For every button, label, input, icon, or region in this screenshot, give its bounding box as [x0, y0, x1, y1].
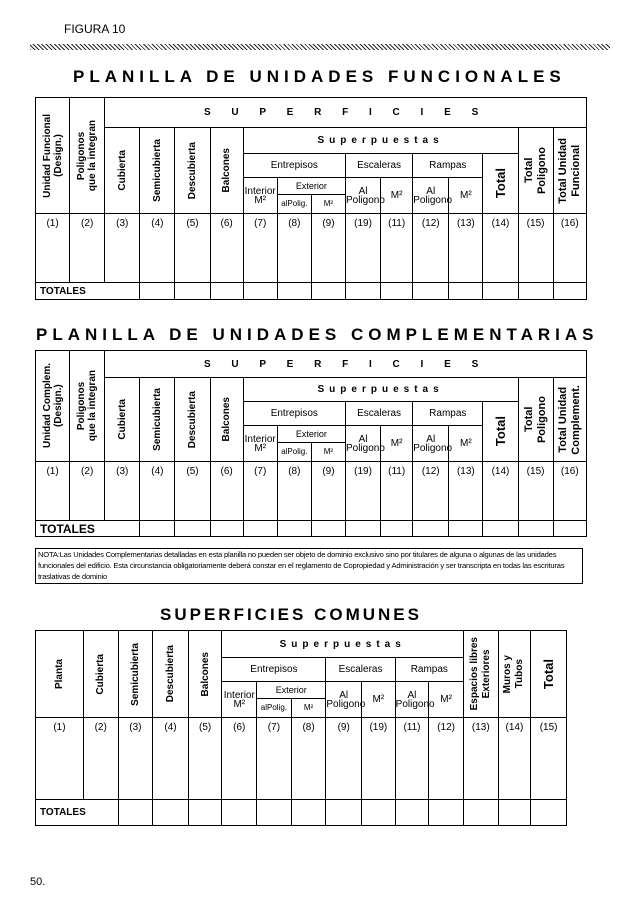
total-cell[interactable] [362, 800, 396, 826]
total-cell[interactable] [140, 521, 175, 537]
totales-row [36, 283, 587, 300]
total-cell[interactable] [188, 800, 222, 826]
col-number: (5) [175, 214, 210, 283]
header-total-unidad: Total Unidad Funcional [553, 128, 586, 214]
col-number: (7) [243, 462, 277, 521]
col-number: (9) [326, 718, 362, 800]
header-descubierta: Descubierta [175, 128, 210, 214]
header-semicubierta: Semicubierta [140, 128, 175, 214]
header-interior: Interior M² [243, 426, 277, 462]
total-cell[interactable] [243, 521, 277, 537]
col-number: (6) [210, 462, 243, 521]
header-semicubierta: Semicubierta [118, 631, 153, 718]
total-cell[interactable] [429, 800, 464, 826]
header-cubierta: Cubierta [83, 631, 118, 718]
header-cubierta: Cubierta [105, 378, 140, 462]
total-cell[interactable] [311, 283, 345, 300]
total-cell[interactable] [345, 283, 380, 300]
title-funcionales: PLANILLA DE UNIDADES FUNCIONALES [73, 67, 566, 86]
col-number: (2) [70, 462, 105, 521]
header-entrepisos: Entrepisos [243, 402, 345, 426]
total-cell[interactable] [553, 521, 586, 537]
total-cell[interactable] [140, 283, 175, 300]
total-cell[interactable] [413, 521, 449, 537]
header-escaleras: Escaleras [326, 658, 395, 682]
header-superpuestas: Superpuestas [222, 631, 464, 658]
numbers-row [36, 214, 587, 283]
total-cell[interactable] [518, 521, 553, 537]
header-exterior-m2: M² [323, 198, 334, 208]
col-number: (8) [291, 718, 326, 800]
col-number: (5) [175, 462, 210, 521]
header-escaleras: Escaleras [345, 154, 412, 178]
totales-label: TOTALES [36, 283, 140, 300]
header-superpuestas: Superpuestas [243, 128, 518, 154]
col-number: (7) [243, 214, 277, 283]
col-number: (19) [345, 462, 380, 521]
total-cell[interactable] [381, 283, 413, 300]
header-poligonos: Poligonos que la integran [70, 351, 105, 462]
header-espacios-libres: Espacios libres Exteriores [463, 631, 498, 718]
col-number: (2) [83, 718, 118, 800]
header-descubierta: Descubierta [175, 378, 210, 462]
total-cell[interactable] [222, 800, 257, 826]
total-cell[interactable] [463, 800, 498, 826]
table-complementarias [35, 350, 587, 537]
header-total: Total [483, 402, 518, 462]
col-number: (7) [257, 718, 292, 800]
col-number: (5) [188, 718, 222, 800]
total-cell[interactable] [210, 283, 243, 300]
col-number: (12) [429, 718, 464, 800]
col-number: (1) [36, 718, 84, 800]
totales-row [36, 800, 567, 826]
header-escaleras-m2: M² [362, 682, 396, 718]
total-cell[interactable] [243, 283, 277, 300]
col-number: (13) [449, 214, 483, 283]
total-cell[interactable] [210, 521, 243, 537]
header-al-polig: alPolig. [278, 195, 312, 213]
header-balcones: Balcones [210, 378, 243, 462]
total-cell[interactable] [498, 800, 531, 826]
total-cell[interactable] [531, 800, 567, 826]
col-number: (4) [140, 462, 175, 521]
header-superficies: S U P E R F I C I E S [105, 351, 587, 378]
col-number: (3) [118, 718, 153, 800]
total-cell[interactable] [395, 800, 429, 826]
header-escaleras-al-poligono: Al Poligono [345, 426, 380, 462]
total-cell[interactable] [175, 521, 210, 537]
col-number: (12) [413, 462, 449, 521]
col-number: (1) [36, 462, 70, 521]
header-escaleras-al-poligono: Al Poligono [345, 178, 380, 214]
page-number: 50. [30, 876, 46, 888]
col-number: (4) [140, 214, 175, 283]
numbers-row [36, 718, 567, 800]
header-rampas-al-poligono: Al Poligono [413, 178, 449, 214]
col-number: (9) [311, 214, 345, 283]
header-entrepisos: Entrepisos [243, 154, 345, 178]
header-exterior: Exterior alPolig. M² [277, 426, 345, 462]
col-number: (16) [553, 462, 586, 521]
figure-label: FIGURA 10 [64, 22, 126, 36]
header-rampas: Rampas [413, 402, 483, 426]
total-cell[interactable] [381, 521, 413, 537]
header-interior: Interior M² [243, 178, 277, 214]
col-number: (11) [395, 718, 429, 800]
total-cell[interactable] [277, 283, 311, 300]
title-complementarias: PLANILLA DE UNIDADES COMPLEMENTARIAS [36, 325, 599, 344]
col-number: (15) [518, 462, 553, 521]
table-comunes [35, 630, 567, 826]
header-cubierta: Cubierta [105, 128, 140, 214]
total-cell[interactable] [257, 800, 292, 826]
col-number: (11) [381, 214, 413, 283]
col-number: (9) [311, 462, 345, 521]
header-superpuestas: Superpuestas [243, 378, 518, 402]
header-escaleras-m2: M² [381, 178, 413, 214]
total-cell[interactable] [311, 521, 345, 537]
header-total: Total [483, 154, 518, 214]
header-escaleras-m2: M² [381, 426, 413, 462]
hatched-divider [30, 44, 610, 50]
col-number: (3) [105, 214, 140, 283]
col-number: (6) [222, 718, 257, 800]
col-number: (6) [210, 214, 243, 283]
header-interior: Interior M² [222, 682, 257, 718]
total-cell[interactable] [326, 800, 362, 826]
header-entrepisos: Entrepisos [222, 658, 326, 682]
col-number: (19) [345, 214, 380, 283]
total-cell[interactable] [413, 283, 449, 300]
header-total-poligono: Total Poligono [518, 128, 553, 214]
header-rampas-m2: M² [429, 682, 464, 718]
total-cell[interactable] [553, 283, 586, 300]
col-number: (11) [381, 462, 413, 521]
total-cell[interactable] [175, 283, 210, 300]
col-number: (15) [518, 214, 553, 283]
header-exterior: Exterior alPolig. M² [257, 682, 326, 718]
total-cell[interactable] [518, 283, 553, 300]
header-semicubierta: Semicubierta [140, 378, 175, 462]
header-balcones: Balcones [188, 631, 222, 718]
header-balcones: Balcones [210, 128, 243, 214]
header-superficies: S U P E R F I C I E S [105, 98, 587, 128]
col-number: (14) [483, 214, 518, 283]
header-al-polig: alPolig. [257, 699, 292, 717]
table-funcionales [35, 97, 587, 300]
total-cell[interactable] [153, 800, 189, 826]
col-number: (15) [531, 718, 567, 800]
total-cell[interactable] [291, 800, 326, 826]
total-cell[interactable] [483, 521, 518, 537]
header-unidad-funcional: Unidad Funcional (Design.) [36, 98, 70, 214]
col-number: (14) [498, 718, 531, 800]
total-cell[interactable] [449, 521, 483, 537]
nota-complementarias: NOTA:Las Unidades Complementarias detalladas en esta planilla no pueden ser objeto de dominio exclusivo sino por titulares de alguna o algunas de las unidades funcionales del edificio. Esta circunstancia obligatoriamente deberá constar en el reglamento de Copropiedad y Administración y ser transcripta en todas las escrituras traslativas de dominio [35, 548, 583, 584]
col-number: (12) [413, 214, 449, 283]
totales-row [36, 521, 587, 537]
header-descubierta: Descubierta [153, 631, 189, 718]
header-rampas-al-poligono: Al Poligono [395, 682, 429, 718]
total-cell[interactable] [483, 283, 518, 300]
col-number: (16) [553, 214, 586, 283]
title-comunes: SUPERFICIES COMUNES [160, 605, 422, 624]
total-cell[interactable] [449, 283, 483, 300]
total-cell[interactable] [277, 521, 311, 537]
header-rampas-al-poligono: Al Poligono [413, 426, 449, 462]
header-planta: Planta [36, 631, 84, 718]
totales-label: TOTALES [36, 800, 119, 826]
col-number: (8) [277, 214, 311, 283]
header-escaleras: Escaleras [345, 402, 412, 426]
header-poligonos: Poligonos que la integran [70, 98, 105, 214]
header-total-unidad: Total Unidad Complement. [553, 378, 586, 462]
col-number: (13) [463, 718, 498, 800]
col-number: (4) [153, 718, 189, 800]
col-number: (19) [362, 718, 396, 800]
header-exterior: Exterior alPolig. M² [277, 178, 345, 214]
header-exterior-m2: M² [303, 702, 314, 712]
col-number: (1) [36, 214, 70, 283]
header-exterior-m2: M² [323, 446, 334, 456]
header-al-polig: alPolig. [278, 443, 312, 461]
header-escaleras-al-poligono: Al Poligono [326, 682, 362, 718]
col-number: (2) [70, 214, 105, 283]
header-rampas-m2: M² [449, 426, 483, 462]
total-cell[interactable] [345, 521, 380, 537]
header-rampas: Rampas [395, 658, 463, 682]
numbers-row [36, 462, 587, 521]
header-rampas-m2: M² [449, 178, 483, 214]
col-number: (13) [449, 462, 483, 521]
header-unidad-complem: Unidad Complem. (Design.) [36, 351, 70, 462]
col-number: (14) [483, 462, 518, 521]
header-rampas: Rampas [413, 154, 483, 178]
totales-label: TOTALES [36, 521, 140, 537]
header-total-poligono: Total Poligono [518, 378, 553, 462]
total-cell[interactable] [118, 800, 153, 826]
col-number: (8) [277, 462, 311, 521]
col-number: (3) [105, 462, 140, 521]
header-muros-tubos: Muros y Tubos [498, 631, 531, 718]
header-total: Total [531, 631, 567, 718]
